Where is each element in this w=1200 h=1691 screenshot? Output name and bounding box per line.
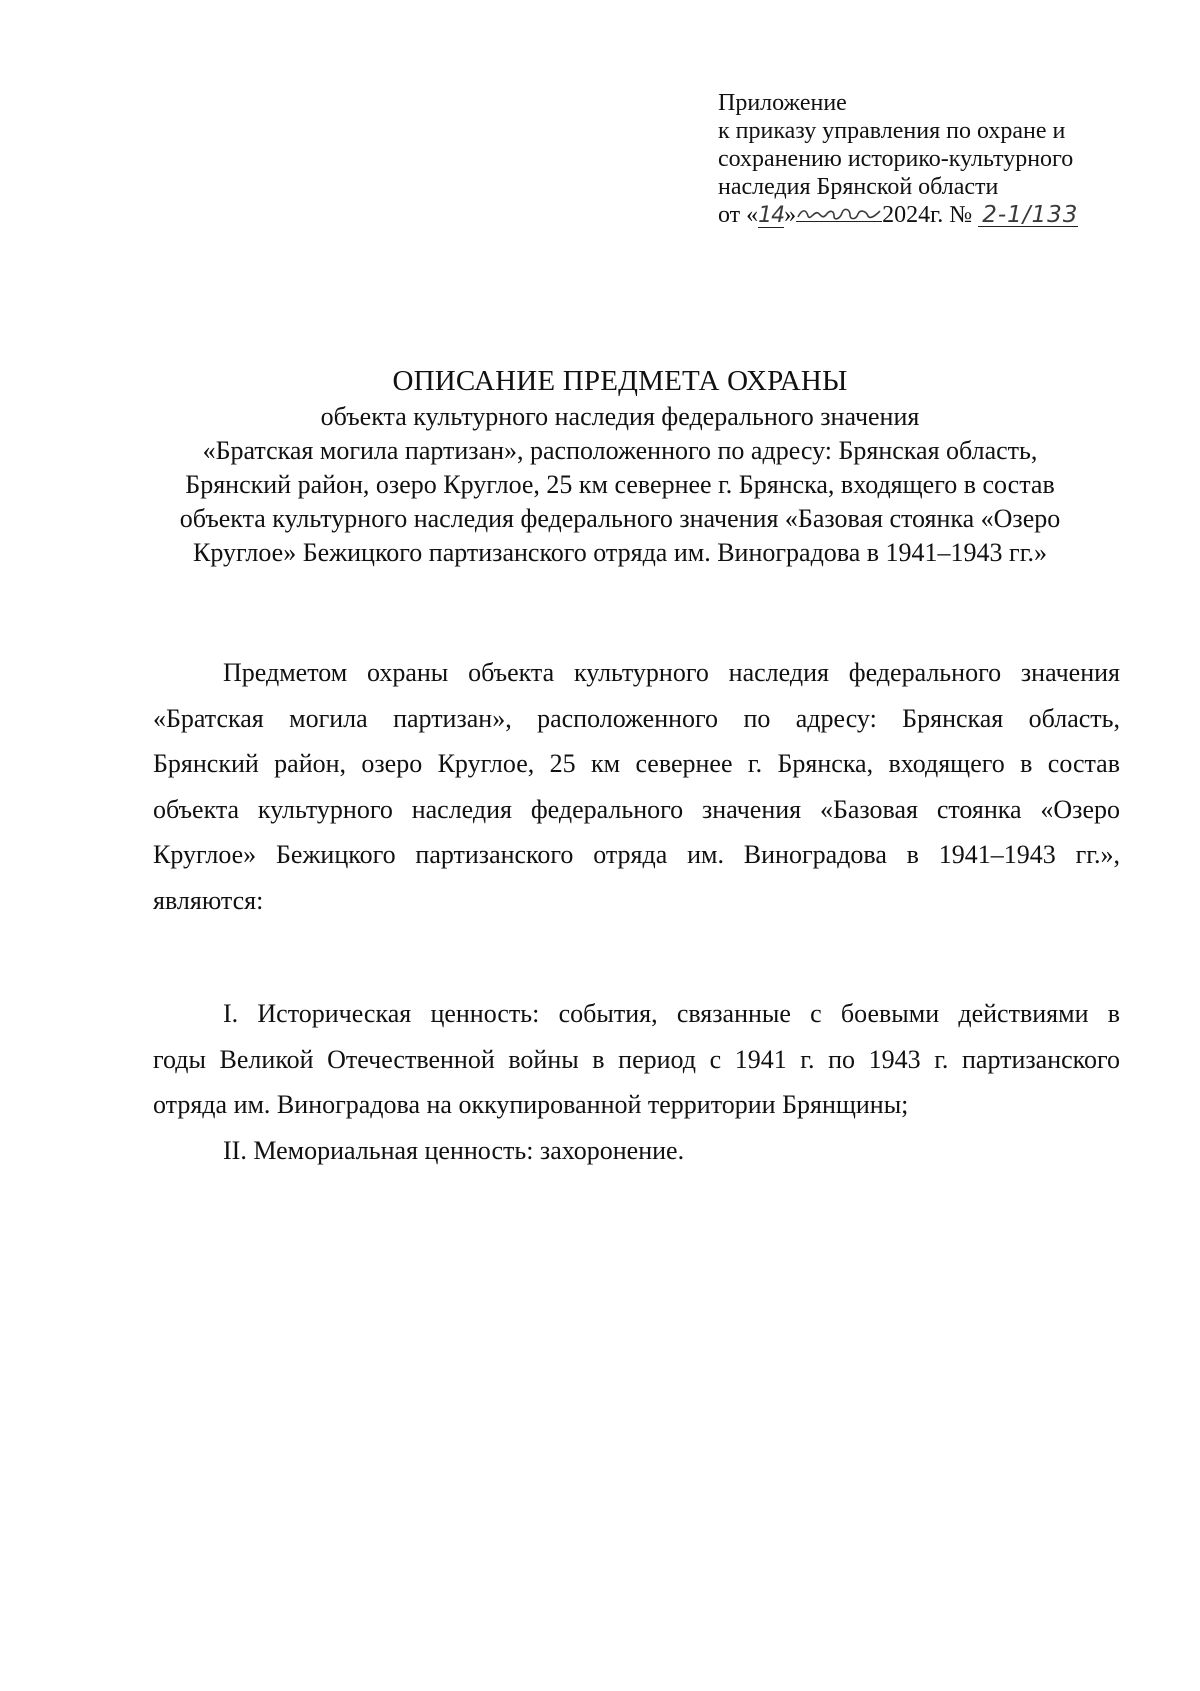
handwritten-month-scribble [796,201,882,222]
paragraph-line: Предметом охраны объекта культурного наследия федерального значения [223,658,1120,687]
appendix-line: наследия Брянской области [718,174,999,200]
title-line: Круглое» Бежицкого партизанского отряда им. Виноградова в 1941–1943 гг.» [193,538,1047,567]
title-line: «Братская могила партизан», расположенного по адресу: Брянская область, [202,436,1038,465]
title-line: объекта культурного наследия федерального значения [320,402,920,431]
list-item-memorial: II. Мемориальная ценность: захоронение. [223,1135,685,1165]
date-prefix: от « [718,202,759,228]
order-date-line [718,201,1078,229]
paragraph-line: Брянский район, озеро Круглое, 25 км севернее г. Брянска, входящего в состав [153,749,1120,778]
handwritten-order-number: 2-1/133 [978,204,1078,227]
document-title-block [130,362,1110,570]
paragraph-line: являются: [153,885,264,915]
appendix-block [718,89,1078,229]
protection-subject-paragraph [153,650,1120,923]
values-list [153,991,1120,1173]
title-line: Брянский район, озеро Круглое, 25 км севернее г. Брянска, входящего в состав [185,470,1055,499]
document-title: ОПИСАНИЕ ПРЕДМЕТА ОХРАНЫ [392,365,848,397]
appendix-title: Приложение [718,90,847,116]
date-year: 2024г. № [882,202,973,228]
appendix-line: к приказу управления по охране и [718,118,1066,144]
appendix-line: сохранению историко-культурного [718,146,1074,172]
paragraph-line: «Братская могила партизан», расположенного по адресу: Брянская область, [153,703,1120,733]
handwritten-day: 14 [758,203,785,228]
paragraph-line: Круглое» Бежицкого партизанского отряда им. Виноградова в 1941–1943 гг.», [153,840,1120,869]
date-mid: » [784,202,797,228]
list-item-historical-line: отряда им. Виноградова на оккупированной территории Брянщины; [153,1090,909,1119]
paragraph-line: объекта культурного наследия федерального значения «Базовая стоянка «Озеро [153,794,1120,824]
list-item-historical-line: I. Историческая ценность: события, связанные с боевыми действиями в [223,999,1120,1028]
list-item-historical-line: годы Великой Отечественной войны в период с 1941 г. по 1943 г. партизанского [153,1044,1120,1074]
title-line: объекта культурного наследия федерального значения «Базовая стоянка «Озеро [179,504,1061,533]
